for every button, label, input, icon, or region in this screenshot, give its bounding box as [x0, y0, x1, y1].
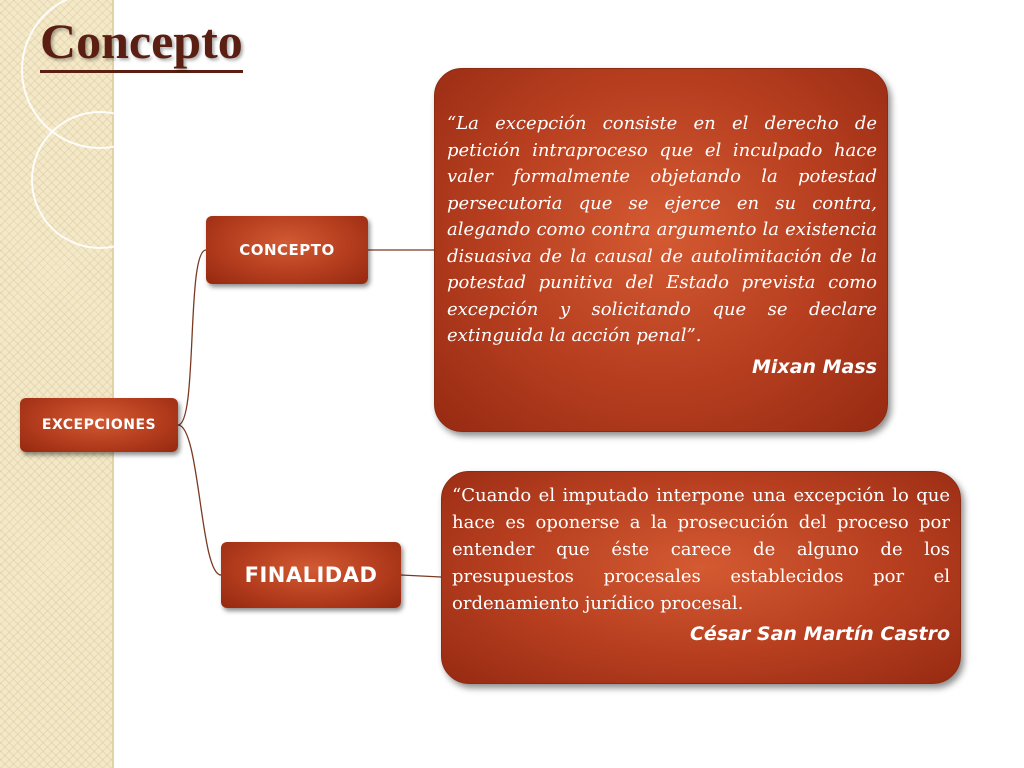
concepto-quote-text: “La excepción consiste en el derecho de petición intraproceso que el inculpado hace valer formalmente objetando la potestad persecutoria que se ejerce en su contra, alegando como contra argumento la existencia disuasiva de la causal de autolimitación de la potestad punitiva del Estado prevista como excepción y solicitando que se declare extinguida la acción penal”.: [447, 113, 877, 346]
page-title: Concepto: [40, 12, 243, 73]
decorative-side-strip: [0, 0, 114, 768]
finalidad-quote-text: “Cuando el imputado interpone una excepción lo que hace es oponerse a la prosecución del proceso por entender que éste carece de alguno de los presupuestos procesales establecidos por el ordenamiento jurídico procesal.: [452, 485, 950, 614]
node-finalidad: [221, 542, 401, 608]
connector-root-concepto: [178, 250, 206, 425]
connector-root-finalidad: [178, 425, 221, 575]
connector-finalidad-quote: [401, 575, 441, 577]
node-excepciones: [20, 398, 178, 452]
node-concepto: [206, 216, 368, 284]
finalidad-quote-author: César San Martín Castro: [689, 623, 950, 645]
node-finalidad-label: FINALIDAD: [244, 563, 378, 587]
concepto-quote-author: Mixan Mass: [752, 355, 877, 378]
concepto-quote-box: [434, 68, 888, 432]
node-concepto-label: CONCEPTO: [239, 241, 335, 259]
finalidad-quote-box: [441, 471, 961, 684]
node-excepciones-label: EXCEPCIONES: [41, 417, 157, 433]
